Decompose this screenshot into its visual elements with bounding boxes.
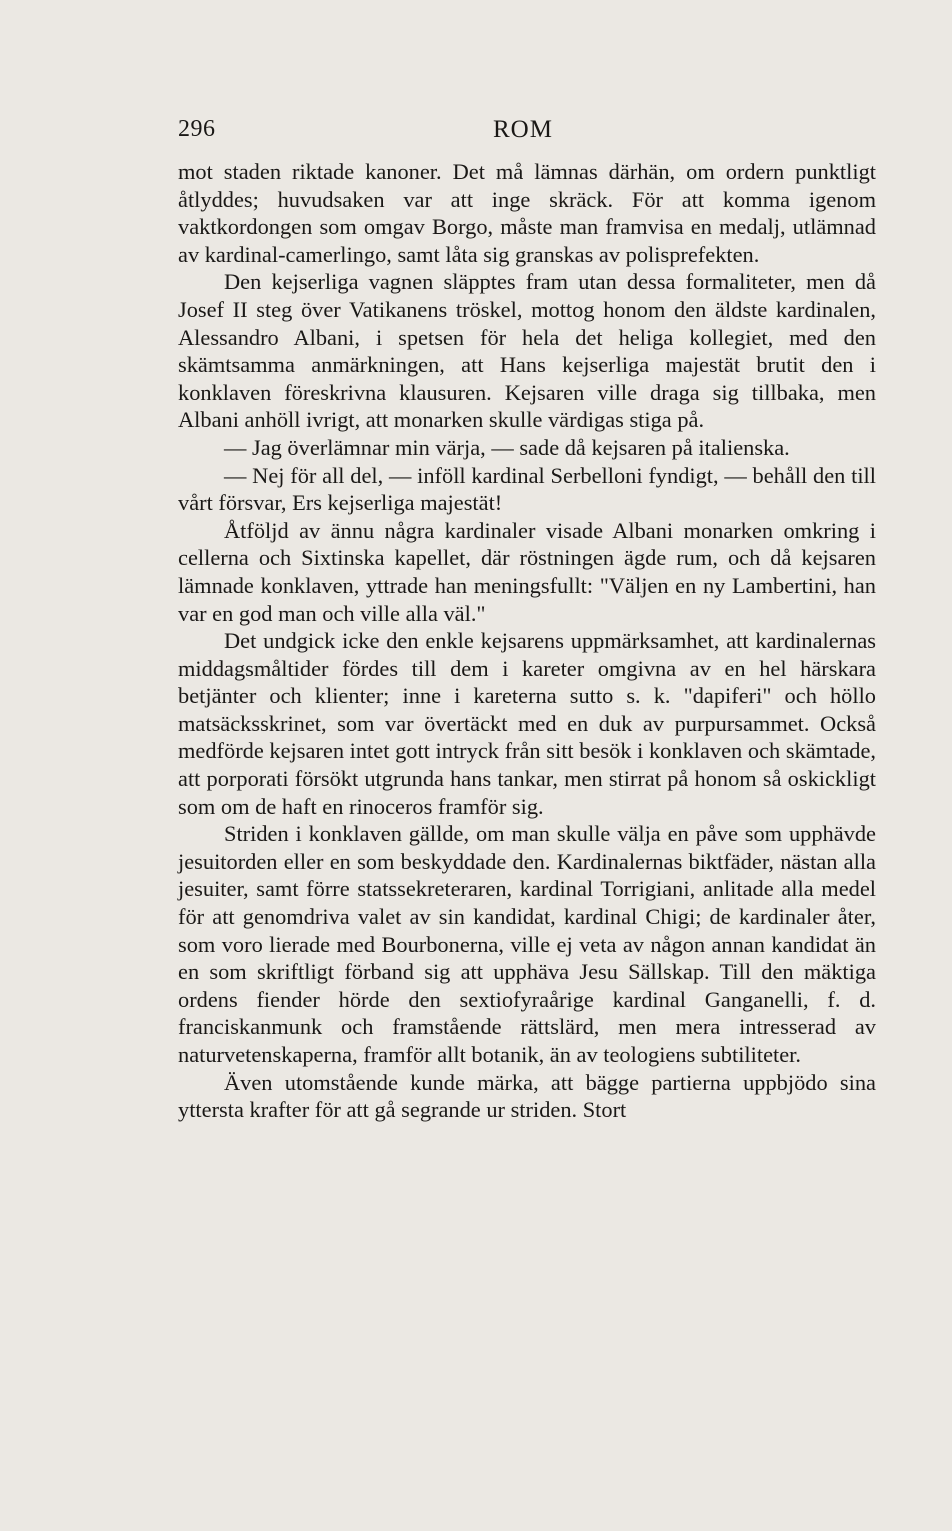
page-header bbox=[178, 116, 876, 146]
paragraph-5: Striden i konklaven gällde, om man skulle välja en påve som upphävde jesuitorden eller en som beskyddade den. Kardinalernas biktfäder, nästan alla jesuiter, samt förre statssekreteraren, kardinal Torrigiani, anlitade alla medel för att genomdriva valet av sin kandidat, kardinal Chigi; de kardinaler åter, som voro lierade med Bourbonerna, ville ej veta av någon annan kandidat än en som skriftligt förband sig att upphäva Jesu Sällskap. Till den mäktiga ordens fiender hörde den sextiofyraårige kardinal Ganganelli, f. d. franciskanmunk och framstående rättslärd, men mera intresserad av naturvetenskaperna, framför allt botanik, än av teologiens subtiliteter. bbox=[178, 821, 876, 1067]
paragraph-2: Den kejserliga vagnen släpptes fram utan dessa formaliteter, men då Josef II steg över Vatikanens tröskel, mottog honom den äldste kardinalen, Alessandro Albani, i spetsen för hela det heliga kollegiet, med den skämtsamma anmärkningen, att Hans kejserliga majestät brutit den i konklaven föreskrivna klausuren. Kejsaren ville draga sig tillbaka, men Albani anhöll ivrigt, att monarken skulle värdigas stiga på. bbox=[178, 269, 876, 433]
page-number: 296 bbox=[178, 116, 216, 142]
dialogue-line-1: — Jag överlämnar min värja, — sade då kejsaren på italienska. bbox=[224, 434, 790, 460]
paragraph-6: Även utomstående kunde märka, att bägge partierna uppbjödo sina yttersta krafter för att gå segrande ur striden. Stort bbox=[178, 1069, 876, 1123]
paragraph-3: Åtföljd av ännu några kardinaler visade Albani monarken omkring i cellerna och Sixtinska kapellet, där röstningen ägde rum, och då kejsaren lämnade konklaven, yttrade han meningsfullt: "Väljen en ny Lambertini, han var en god man och ville alla väl." bbox=[178, 517, 876, 626]
body-text bbox=[178, 158, 876, 1124]
running-title: ROM bbox=[493, 116, 553, 143]
paragraph-4: Det undgick icke den enkle kejsarens uppmärksamhet, att kardinalernas middagsmåltider fördes till dem i kareter omgivna av en hel härskara betjänter och klienter; inne i kareterna sutto s. k. "dapiferi" och höllo matsäcksskrinet, som var övertäckt med en duk av purpursammet. Också medförde kejsaren intet gott intryck från sitt besök i konklaven och skämtade, att porporati försökt utgrunda hans tankar, men stirrat på honom så oskickligt som om de haft en rinoceros framför sig. bbox=[178, 628, 876, 819]
paragraph-1: mot staden riktade kanoner. Det må lämnas därhän, om ordern punktligt åtlyddes; huvudsaken var att inge skräck. För att komma igenom vaktkordongen som omgav Borgo, måste man framvisa en medalj, utlämnad av kardinal-camerlingo, samt låta sig granskas av polisprefekten. bbox=[178, 159, 876, 267]
dialogue-line-2: — Nej för all del, — inföll kardinal Serbelloni fyndigt, — behåll den till vårt försvar, Ers kejserliga majestät! bbox=[178, 462, 876, 516]
